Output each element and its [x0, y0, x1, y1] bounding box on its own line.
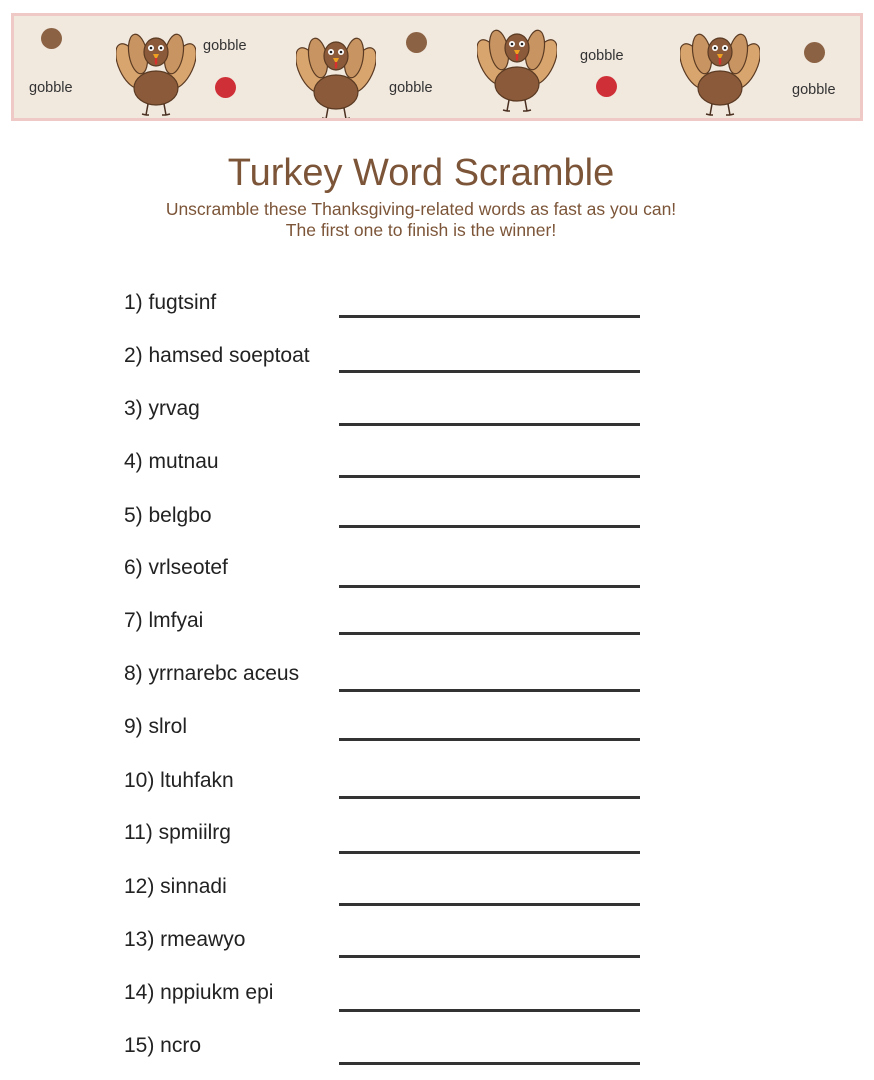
scramble-row-10: [124, 769, 644, 809]
page-title: Turkey Word Scramble: [227, 152, 615, 194]
answer-line[interactable]: [339, 903, 640, 906]
scramble-row-2: [124, 344, 644, 384]
scrambled-word: 9) slrol: [124, 715, 188, 738]
answer-line[interactable]: [339, 585, 640, 588]
scramble-row-9: [124, 715, 644, 755]
answer-line[interactable]: [339, 738, 640, 741]
gobble-label: gobble: [29, 80, 73, 96]
scrambled-word: 5) belgbo: [124, 504, 212, 527]
instructions-line: The first one to finish is the winner!: [285, 220, 557, 240]
gobble-label: gobble: [389, 80, 433, 96]
scrambled-word: 8) yrrnarebc aceus: [124, 662, 300, 685]
answer-line[interactable]: [339, 1062, 640, 1065]
gobble-label: gobble: [203, 38, 247, 54]
scrambled-word: 12) sinnadi: [124, 875, 227, 898]
scrambled-word: 2) hamsed soeptoat: [124, 344, 310, 367]
red-dot-icon: [215, 77, 236, 98]
turkey-icon: [296, 28, 376, 120]
scramble-row-8: [124, 662, 644, 702]
turkey-banner: [11, 13, 863, 121]
scrambled-word: 6) vrlseotef: [124, 556, 228, 579]
scramble-row-12: [124, 875, 644, 915]
scrambled-word: 15) ncro: [124, 1034, 202, 1057]
scramble-row-1: [124, 291, 644, 331]
scramble-row-6: [124, 556, 644, 596]
answer-line[interactable]: [339, 796, 640, 799]
scrambled-word: 1) fugtsinf: [124, 291, 217, 314]
scramble-row-14: [124, 981, 644, 1021]
turkey-icon: [116, 24, 196, 116]
answer-line[interactable]: [339, 632, 640, 635]
answer-line[interactable]: [339, 851, 640, 854]
answer-line[interactable]: [339, 370, 640, 373]
answer-line[interactable]: [339, 315, 640, 318]
gobble-label: gobble: [580, 48, 624, 64]
answer-line[interactable]: [339, 955, 640, 958]
scramble-row-3: [124, 397, 644, 437]
answer-line[interactable]: [339, 1009, 640, 1012]
scramble-row-7: [124, 609, 644, 649]
scrambled-word: 13) rmeawyo: [124, 928, 246, 951]
scrambled-word: 11) spmiilrg: [124, 821, 231, 844]
scramble-row-11: [124, 821, 644, 861]
instructions-line: Unscramble these Thanksgiving-related words as fast as you can!: [165, 199, 677, 219]
turkey-icon: [680, 24, 760, 116]
scrambled-word: 7) lmfyai: [124, 609, 204, 632]
answer-line[interactable]: [339, 525, 640, 528]
answer-line[interactable]: [339, 475, 640, 478]
brown-dot-icon: [804, 42, 825, 63]
scramble-row-13: [124, 928, 644, 968]
scrambled-word: 3) yrvag: [124, 397, 200, 420]
scramble-row-4: [124, 450, 644, 490]
answer-line[interactable]: [339, 423, 640, 426]
brown-dot-icon: [41, 28, 62, 49]
scrambled-word: 4) mutnau: [124, 450, 219, 473]
scramble-row-15: [124, 1034, 644, 1074]
scrambled-word: 14) nppiukm epi: [124, 981, 274, 1004]
turkey-icon: [477, 20, 557, 112]
scramble-row-5: [124, 504, 644, 544]
answer-line[interactable]: [339, 689, 640, 692]
red-dot-icon: [596, 76, 617, 97]
instructions: [0, 199, 842, 241]
gobble-label: gobble: [792, 82, 836, 98]
brown-dot-icon: [406, 32, 427, 53]
scrambled-word: 10) ltuhfakn: [124, 769, 234, 792]
